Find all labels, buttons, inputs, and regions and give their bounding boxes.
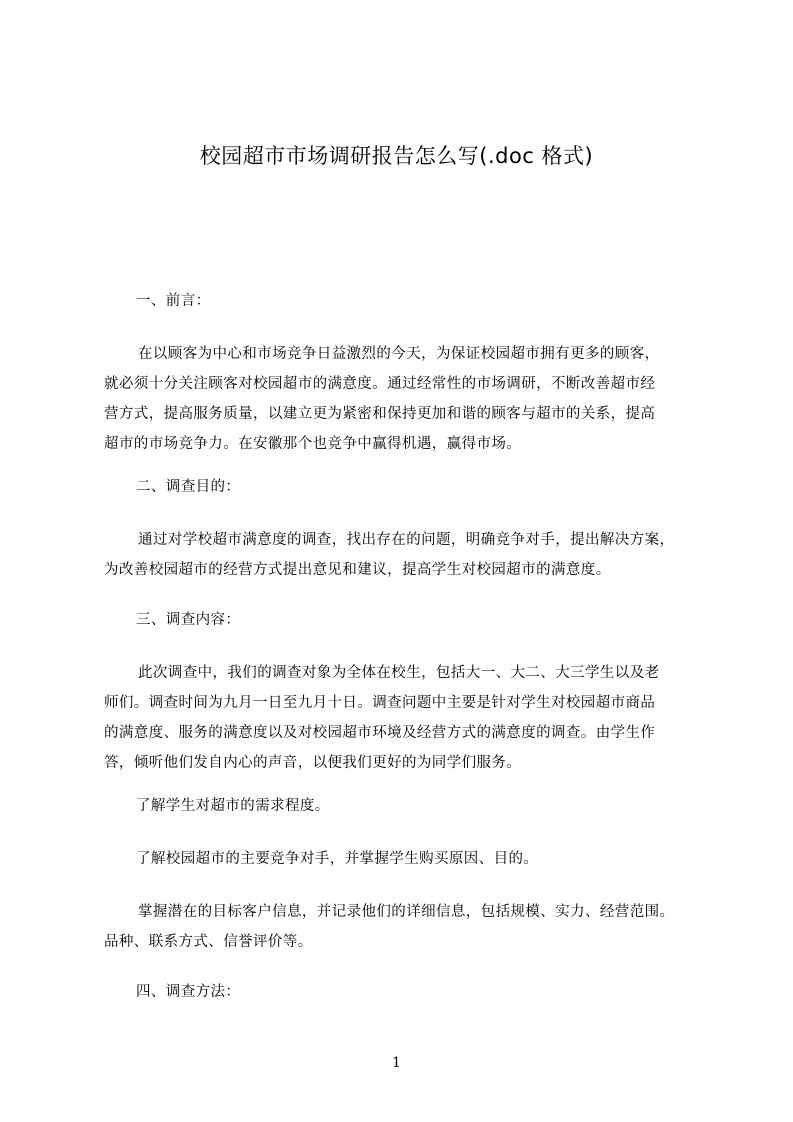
paragraph-line: 营方式，提高服务质量，以建立更为紧密和保持更加和谐的顾客与超市的关系，提高: [104, 406, 656, 422]
section-heading-preface: 一、前言：: [136, 293, 211, 309]
paragraph-content-item-2: [104, 844, 698, 874]
paragraph-line: 了解校园超市的主要竞争对手，并掌握学生购买原因、目的。: [136, 851, 539, 867]
paragraph-line: 超市的市场竞争力。在安徽那个也竞争中赢得机遇，赢得市场。: [104, 436, 522, 452]
paragraph-content-item-3: [104, 897, 698, 957]
paragraph-content: [104, 658, 698, 778]
paragraph-line: 为改善校园超市的经营方式提出意见和建议，提高学生对校园超市的满意度。: [104, 562, 611, 578]
paragraph-line: 就必须十分关注顾客对校园超市的满意度。通过经常性的市场调研，不断改善超市经: [104, 376, 656, 392]
paragraph-preface: [104, 339, 698, 459]
paragraph-line: 掌握潜在的目标客户信息，并记录他们的详细信息，包括规模、实力、经营范围。: [138, 904, 675, 920]
document-title: 校园超市市场调研报告怎么写(.doc 格式): [199, 144, 594, 168]
paragraph-content-item-1: [104, 791, 698, 821]
paragraph-line: 了解学生对超市的需求程度。: [136, 798, 330, 814]
paragraph-line: 师们。调查时间为九月一日至九月十日。调查问题中主要是针对学生对校园超市商品: [104, 695, 656, 711]
paragraph-line: 此次调查中，我们的调查对象为全体在校生，包括大一、大二、大三学生以及老: [138, 665, 660, 681]
section-heading-content: 三、调查内容：: [136, 612, 241, 628]
paragraph-line: 品种、联系方式、信誉评价等。: [104, 934, 313, 950]
paragraph-line: 通过对学校超市满意度的调查，找出存在的问题，明确竞争对手，提出解决方案，: [138, 532, 675, 548]
section-heading-purpose: 二、调查目的：: [136, 479, 241, 495]
paragraph-line: 在以顾客为中心和市场竞争日益激烈的今天，为保证校园超市拥有更多的顾客，: [138, 346, 660, 362]
paragraph-line: 答，倾听他们发自内心的声音，以便我们更好的为同学们服务。: [104, 755, 522, 771]
page-number: 1: [392, 1055, 401, 1071]
paragraph-purpose: [104, 525, 698, 585]
section-heading-method: 四、调查方法：: [136, 984, 241, 1000]
paragraph-line: 的满意度、服务的满意度以及对校园超市环境及经营方式的满意度的调查。由学生作: [104, 725, 656, 741]
